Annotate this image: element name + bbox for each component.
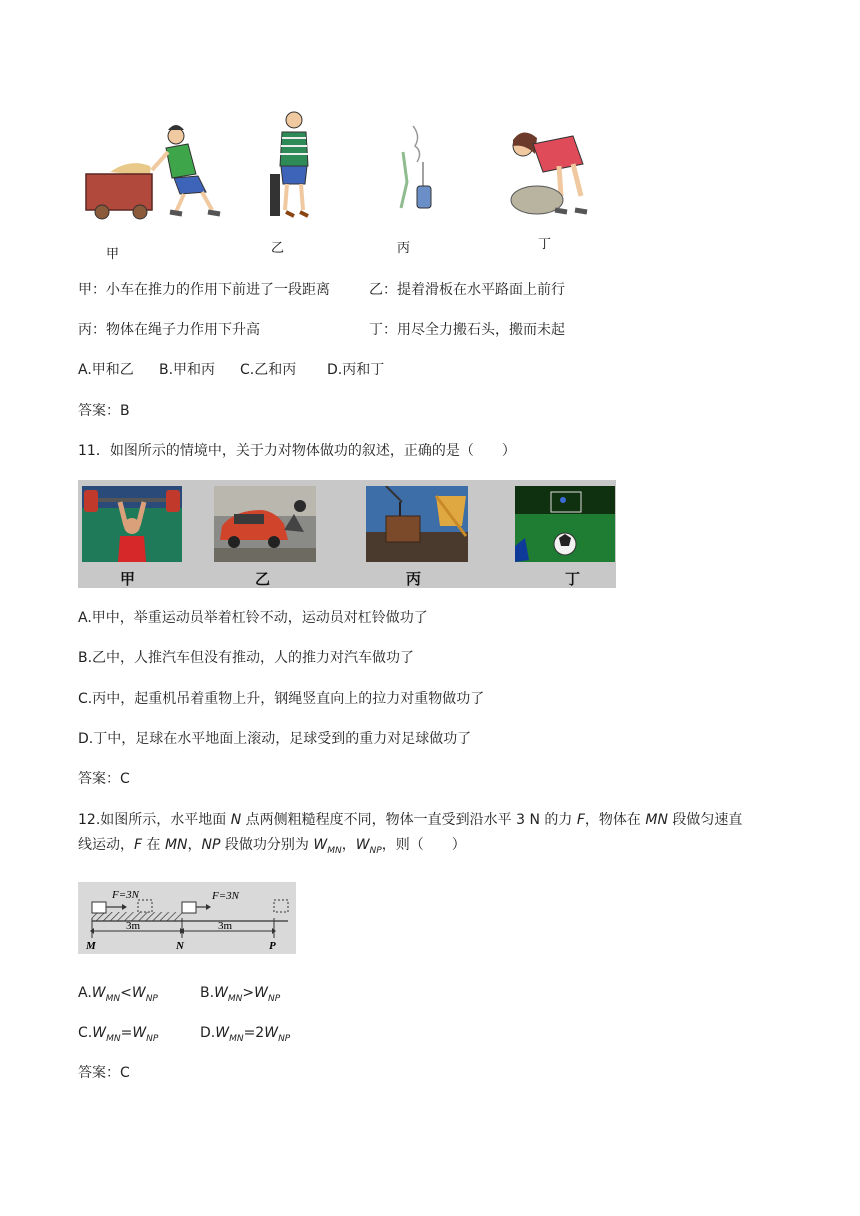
force-label-1: F=3N — [112, 889, 139, 901]
q12-stem-line-1: 12.如图所示，水平地面 N 点两侧粗糙程度不同，物体一直受到沿水平 3 N 的力 F，物体在 MN 段做匀速直 — [78, 812, 743, 828]
distance-label-1: 3m — [126, 920, 141, 932]
skateboard-carry-illustration — [268, 110, 320, 225]
q11-option-d: D.丁中，足球在水平地面上滚动，足球受到的重力对足球做功了 — [78, 731, 472, 747]
q10-desc-jia: 甲：小车在推力的作用下前进了一段距离 — [78, 282, 330, 298]
rope-lift-illustration — [393, 122, 437, 212]
weightlifter-photo — [82, 486, 182, 562]
point-label-n: N — [176, 940, 184, 952]
q12-option-d: $D.W_{MN}=2W_{NP}$ — [200, 1025, 291, 1044]
q10-desc-yi: 乙：提着滑板在水平路面上前行 — [369, 282, 565, 298]
q12-force-diagram — [78, 882, 296, 954]
q11-caption-yi: 乙 — [255, 570, 271, 588]
q11-photo-strip — [78, 480, 616, 588]
force-label-2: F=3N — [212, 890, 239, 902]
q12-option-c: $C.W_{MN}=W_{NP}$ — [78, 1025, 159, 1044]
q10-option-d: D.丙和丁 — [327, 362, 385, 378]
q11-option-b: B.乙中，人推汽车但没有推动，人的推力对汽车做功了 — [78, 650, 415, 666]
q10-option-a: A.甲和乙 — [78, 362, 134, 378]
q10-option-c: C.乙和丙 — [240, 362, 297, 378]
stone-lift-illustration — [495, 126, 595, 218]
q10-desc-bing: 丙：物体在绳子力作用下升高 — [78, 322, 260, 338]
q12-stem-line-2: 线运动，F 在 MN，NP 段做功分别为 $W_{MN}$，$W_{NP}$，则（ ） — [78, 837, 466, 856]
q12-option-b: $B.W_{MN}>W_{NP}$ — [200, 985, 281, 1004]
figure-caption-yi: 乙 — [271, 241, 285, 256]
q10-option-b: B.甲和丙 — [159, 362, 216, 378]
soccer-ball-photo — [515, 486, 615, 562]
q11-caption-ding: 丁 — [565, 570, 581, 588]
force-distance-diagram — [78, 882, 296, 954]
q11-stem: 11．如图所示的情境中，关于力对物体做功的叙述，正确的是（ ） — [78, 443, 516, 459]
point-label-m: M — [86, 940, 96, 952]
point-label-p: P — [269, 940, 276, 952]
distance-label-2: 3m — [218, 920, 233, 932]
car-push-photo — [214, 486, 316, 562]
cart-push-illustration — [80, 122, 225, 222]
q10-desc-ding: 丁：用尽全力搬石头，搬而未起 — [369, 322, 565, 338]
q11-option-a: A.甲中，举重运动员举着杠铃不动，运动员对杠铃做功了 — [78, 610, 428, 626]
q11-caption-jia: 甲 — [120, 570, 136, 588]
crane-lift-photo — [366, 486, 468, 562]
figure-caption-jia: 甲 — [106, 247, 120, 262]
figure-caption-ding: 丁 — [538, 237, 552, 252]
q11-caption-bing: 丙 — [406, 570, 422, 588]
q11-answer: 答案：C — [78, 771, 130, 787]
figure-caption-bing: 丙 — [397, 241, 411, 256]
q12-answer: 答案：C — [78, 1065, 130, 1081]
q12-option-a: $A.W_{MN}<W_{NP}$ — [78, 985, 158, 1004]
q10-answer: 答案：B — [78, 403, 130, 419]
q11-option-c: C.丙中，起重机吊着重物上升，钢绳竖直向上的拉力对重物做功了 — [78, 691, 485, 707]
